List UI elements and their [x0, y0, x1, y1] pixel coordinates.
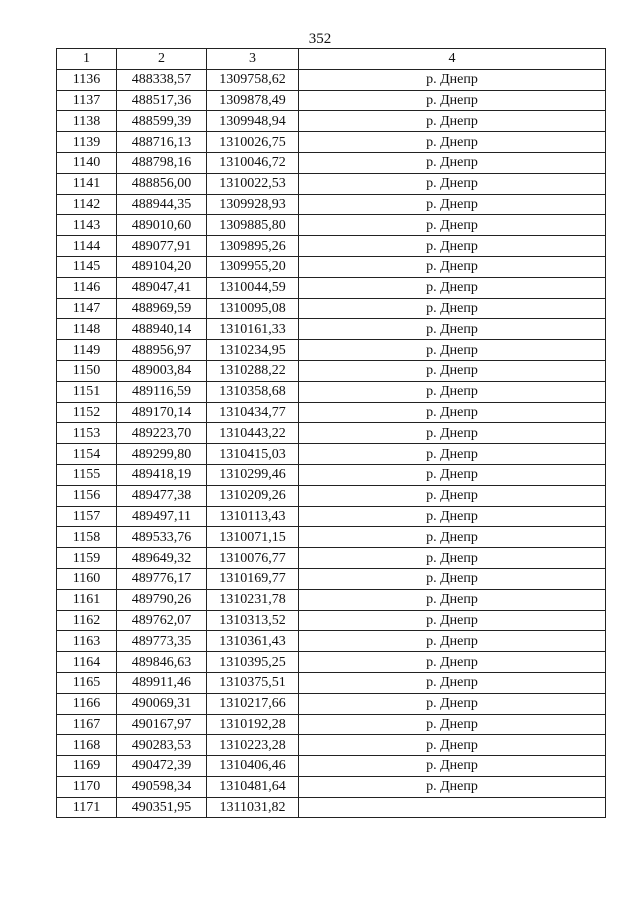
object-name-cell: р. Днепр: [299, 527, 606, 548]
object-name-cell: р. Днепр: [299, 402, 606, 423]
object-name-cell: р. Днепр: [299, 132, 606, 153]
object-name-cell: р. Днепр: [299, 444, 606, 465]
point-number-cell: 1158: [57, 527, 117, 548]
y-coordinate-cell: 1310217,66: [207, 693, 299, 714]
table-row: [57, 672, 606, 693]
table-row: [57, 360, 606, 381]
table-row: [57, 90, 606, 111]
object-name-cell: р. Днепр: [299, 506, 606, 527]
x-coordinate-cell: 488940,14: [117, 319, 207, 340]
x-coordinate-cell: 488798,16: [117, 152, 207, 173]
point-number-cell: 1146: [57, 277, 117, 298]
table-row: [57, 340, 606, 361]
object-name-cell: р. Днепр: [299, 111, 606, 132]
x-coordinate-cell: 489418,19: [117, 464, 207, 485]
table-row: [57, 776, 606, 797]
table-row: [57, 506, 606, 527]
y-coordinate-cell: 1310406,46: [207, 756, 299, 777]
x-coordinate-cell: 489533,76: [117, 527, 207, 548]
object-name-cell: р. Днепр: [299, 236, 606, 257]
table-row: [57, 173, 606, 194]
object-name-cell: р. Днепр: [299, 485, 606, 506]
y-coordinate-cell: 1310161,33: [207, 319, 299, 340]
y-coordinate-cell: 1311031,82: [207, 797, 299, 818]
point-number-cell: 1139: [57, 132, 117, 153]
point-number-cell: 1151: [57, 381, 117, 402]
x-coordinate-cell: 489116,59: [117, 381, 207, 402]
y-coordinate-cell: 1310095,08: [207, 298, 299, 319]
table-row: [57, 797, 606, 818]
y-coordinate-cell: 1310192,28: [207, 714, 299, 735]
point-number-cell: 1162: [57, 610, 117, 631]
y-coordinate-cell: 1310434,77: [207, 402, 299, 423]
point-number-cell: 1161: [57, 589, 117, 610]
point-number-cell: 1168: [57, 735, 117, 756]
x-coordinate-cell: 490167,97: [117, 714, 207, 735]
object-name-cell: р. Днепр: [299, 256, 606, 277]
y-coordinate-cell: 1310046,72: [207, 152, 299, 173]
y-coordinate-cell: 1310071,15: [207, 527, 299, 548]
y-coordinate-cell: 1310375,51: [207, 672, 299, 693]
table-row: [57, 714, 606, 735]
x-coordinate-cell: 488969,59: [117, 298, 207, 319]
point-number-cell: 1154: [57, 444, 117, 465]
x-coordinate-cell: 489170,14: [117, 402, 207, 423]
point-number-cell: 1140: [57, 152, 117, 173]
table-row: [57, 589, 606, 610]
point-number-cell: 1149: [57, 340, 117, 361]
table-row: [57, 756, 606, 777]
y-coordinate-cell: 1310044,59: [207, 277, 299, 298]
y-coordinate-cell: 1309948,94: [207, 111, 299, 132]
object-name-cell: [299, 797, 606, 818]
object-name-cell: р. Днепр: [299, 631, 606, 652]
object-name-cell: р. Днепр: [299, 215, 606, 236]
table-row: [57, 652, 606, 673]
x-coordinate-cell: 488716,13: [117, 132, 207, 153]
table-row: [57, 568, 606, 589]
x-coordinate-cell: 489047,41: [117, 277, 207, 298]
point-number-cell: 1142: [57, 194, 117, 215]
point-number-cell: 1159: [57, 548, 117, 569]
x-coordinate-cell: 489299,80: [117, 444, 207, 465]
y-coordinate-cell: 1310169,77: [207, 568, 299, 589]
table-row: [57, 402, 606, 423]
point-number-cell: 1152: [57, 402, 117, 423]
object-name-cell: р. Днепр: [299, 423, 606, 444]
x-coordinate-cell: 490069,31: [117, 693, 207, 714]
point-number-cell: 1169: [57, 756, 117, 777]
object-name-cell: р. Днепр: [299, 548, 606, 569]
point-number-cell: 1155: [57, 464, 117, 485]
object-name-cell: р. Днепр: [299, 152, 606, 173]
y-coordinate-cell: 1310481,64: [207, 776, 299, 797]
table-row: [57, 298, 606, 319]
x-coordinate-cell: 489477,38: [117, 485, 207, 506]
point-number-cell: 1171: [57, 797, 117, 818]
table-row: [57, 132, 606, 153]
y-coordinate-cell: 1310209,26: [207, 485, 299, 506]
point-number-cell: 1167: [57, 714, 117, 735]
object-name-cell: р. Днепр: [299, 360, 606, 381]
point-number-cell: 1153: [57, 423, 117, 444]
y-coordinate-cell: 1310443,22: [207, 423, 299, 444]
point-number-cell: 1143: [57, 215, 117, 236]
point-number-cell: 1136: [57, 69, 117, 90]
point-number-cell: 1147: [57, 298, 117, 319]
object-name-cell: р. Днепр: [299, 90, 606, 111]
x-coordinate-cell: 489776,17: [117, 568, 207, 589]
x-coordinate-cell: 489790,26: [117, 589, 207, 610]
table-row: [57, 423, 606, 444]
y-coordinate-cell: 1310231,78: [207, 589, 299, 610]
table-row: [57, 464, 606, 485]
column-header-3: 3: [207, 49, 299, 70]
table-row: [57, 215, 606, 236]
point-number-cell: 1160: [57, 568, 117, 589]
table-row: [57, 256, 606, 277]
column-header-1: 1: [57, 49, 117, 70]
x-coordinate-cell: 489649,32: [117, 548, 207, 569]
table-row: [57, 631, 606, 652]
object-name-cell: р. Днепр: [299, 568, 606, 589]
x-coordinate-cell: 490598,34: [117, 776, 207, 797]
object-name-cell: р. Днепр: [299, 672, 606, 693]
x-coordinate-cell: 489497,11: [117, 506, 207, 527]
y-coordinate-cell: 1310299,46: [207, 464, 299, 485]
x-coordinate-cell: 489003,84: [117, 360, 207, 381]
x-coordinate-cell: 489846,63: [117, 652, 207, 673]
point-number-cell: 1148: [57, 319, 117, 340]
object-name-cell: р. Днепр: [299, 194, 606, 215]
point-number-cell: 1141: [57, 173, 117, 194]
x-coordinate-cell: 489773,35: [117, 631, 207, 652]
x-coordinate-cell: 488956,97: [117, 340, 207, 361]
x-coordinate-cell: 489911,46: [117, 672, 207, 693]
y-coordinate-cell: 1310113,43: [207, 506, 299, 527]
point-number-cell: 1150: [57, 360, 117, 381]
x-coordinate-cell: 489104,20: [117, 256, 207, 277]
table-row: [57, 735, 606, 756]
column-header-2: 2: [117, 49, 207, 70]
y-coordinate-cell: 1310288,22: [207, 360, 299, 381]
x-coordinate-cell: 488944,35: [117, 194, 207, 215]
table-row: [57, 69, 606, 90]
object-name-cell: р. Днепр: [299, 340, 606, 361]
table-row: [57, 319, 606, 340]
point-number-cell: 1164: [57, 652, 117, 673]
object-name-cell: р. Днепр: [299, 652, 606, 673]
point-number-cell: 1157: [57, 506, 117, 527]
x-coordinate-cell: 489010,60: [117, 215, 207, 236]
object-name-cell: р. Днепр: [299, 381, 606, 402]
column-header-4: 4: [299, 49, 606, 70]
object-name-cell: р. Днепр: [299, 735, 606, 756]
point-number-cell: 1156: [57, 485, 117, 506]
point-number-cell: 1166: [57, 693, 117, 714]
table-row: [57, 111, 606, 132]
x-coordinate-cell: 488856,00: [117, 173, 207, 194]
point-number-cell: 1170: [57, 776, 117, 797]
table-row: [57, 548, 606, 569]
table-row: [57, 610, 606, 631]
object-name-cell: р. Днепр: [299, 776, 606, 797]
object-name-cell: р. Днепр: [299, 714, 606, 735]
x-coordinate-cell: 489077,91: [117, 236, 207, 257]
object-name-cell: р. Днепр: [299, 589, 606, 610]
table-body: [57, 69, 606, 818]
page-number: 352: [308, 31, 332, 47]
y-coordinate-cell: 1309878,49: [207, 90, 299, 111]
y-coordinate-cell: 1310234,95: [207, 340, 299, 361]
x-coordinate-cell: 489762,07: [117, 610, 207, 631]
x-coordinate-cell: 488599,39: [117, 111, 207, 132]
table-row: [57, 194, 606, 215]
object-name-cell: р. Днепр: [299, 610, 606, 631]
x-coordinate-cell: 490472,39: [117, 756, 207, 777]
object-name-cell: р. Днепр: [299, 464, 606, 485]
table-row: [57, 527, 606, 548]
y-coordinate-cell: 1309885,80: [207, 215, 299, 236]
y-coordinate-cell: 1310395,25: [207, 652, 299, 673]
table-row: [57, 693, 606, 714]
object-name-cell: р. Днепр: [299, 173, 606, 194]
table-row: [57, 277, 606, 298]
x-coordinate-cell: 488517,36: [117, 90, 207, 111]
x-coordinate-cell: 488338,57: [117, 69, 207, 90]
point-number-cell: 1145: [57, 256, 117, 277]
table-header-row: [57, 49, 606, 70]
table-row: [57, 485, 606, 506]
object-name-cell: р. Днепр: [299, 69, 606, 90]
point-number-cell: 1137: [57, 90, 117, 111]
y-coordinate-cell: 1310223,28: [207, 735, 299, 756]
coordinates-table: [56, 48, 606, 818]
x-coordinate-cell: 490283,53: [117, 735, 207, 756]
y-coordinate-cell: 1310358,68: [207, 381, 299, 402]
table-row: [57, 381, 606, 402]
point-number-cell: 1163: [57, 631, 117, 652]
y-coordinate-cell: 1310026,75: [207, 132, 299, 153]
y-coordinate-cell: 1310361,43: [207, 631, 299, 652]
x-coordinate-cell: 489223,70: [117, 423, 207, 444]
point-number-cell: 1144: [57, 236, 117, 257]
table-row: [57, 444, 606, 465]
y-coordinate-cell: 1309955,20: [207, 256, 299, 277]
y-coordinate-cell: 1310313,52: [207, 610, 299, 631]
object-name-cell: р. Днепр: [299, 693, 606, 714]
x-coordinate-cell: 490351,95: [117, 797, 207, 818]
object-name-cell: р. Днепр: [299, 298, 606, 319]
object-name-cell: р. Днепр: [299, 319, 606, 340]
y-coordinate-cell: 1309895,26: [207, 236, 299, 257]
point-number-cell: 1138: [57, 111, 117, 132]
table-row: [57, 236, 606, 257]
y-coordinate-cell: 1310022,53: [207, 173, 299, 194]
point-number-cell: 1165: [57, 672, 117, 693]
y-coordinate-cell: 1309758,62: [207, 69, 299, 90]
y-coordinate-cell: 1309928,93: [207, 194, 299, 215]
y-coordinate-cell: 1310076,77: [207, 548, 299, 569]
y-coordinate-cell: 1310415,03: [207, 444, 299, 465]
object-name-cell: р. Днепр: [299, 756, 606, 777]
object-name-cell: р. Днепр: [299, 277, 606, 298]
table-row: [57, 152, 606, 173]
